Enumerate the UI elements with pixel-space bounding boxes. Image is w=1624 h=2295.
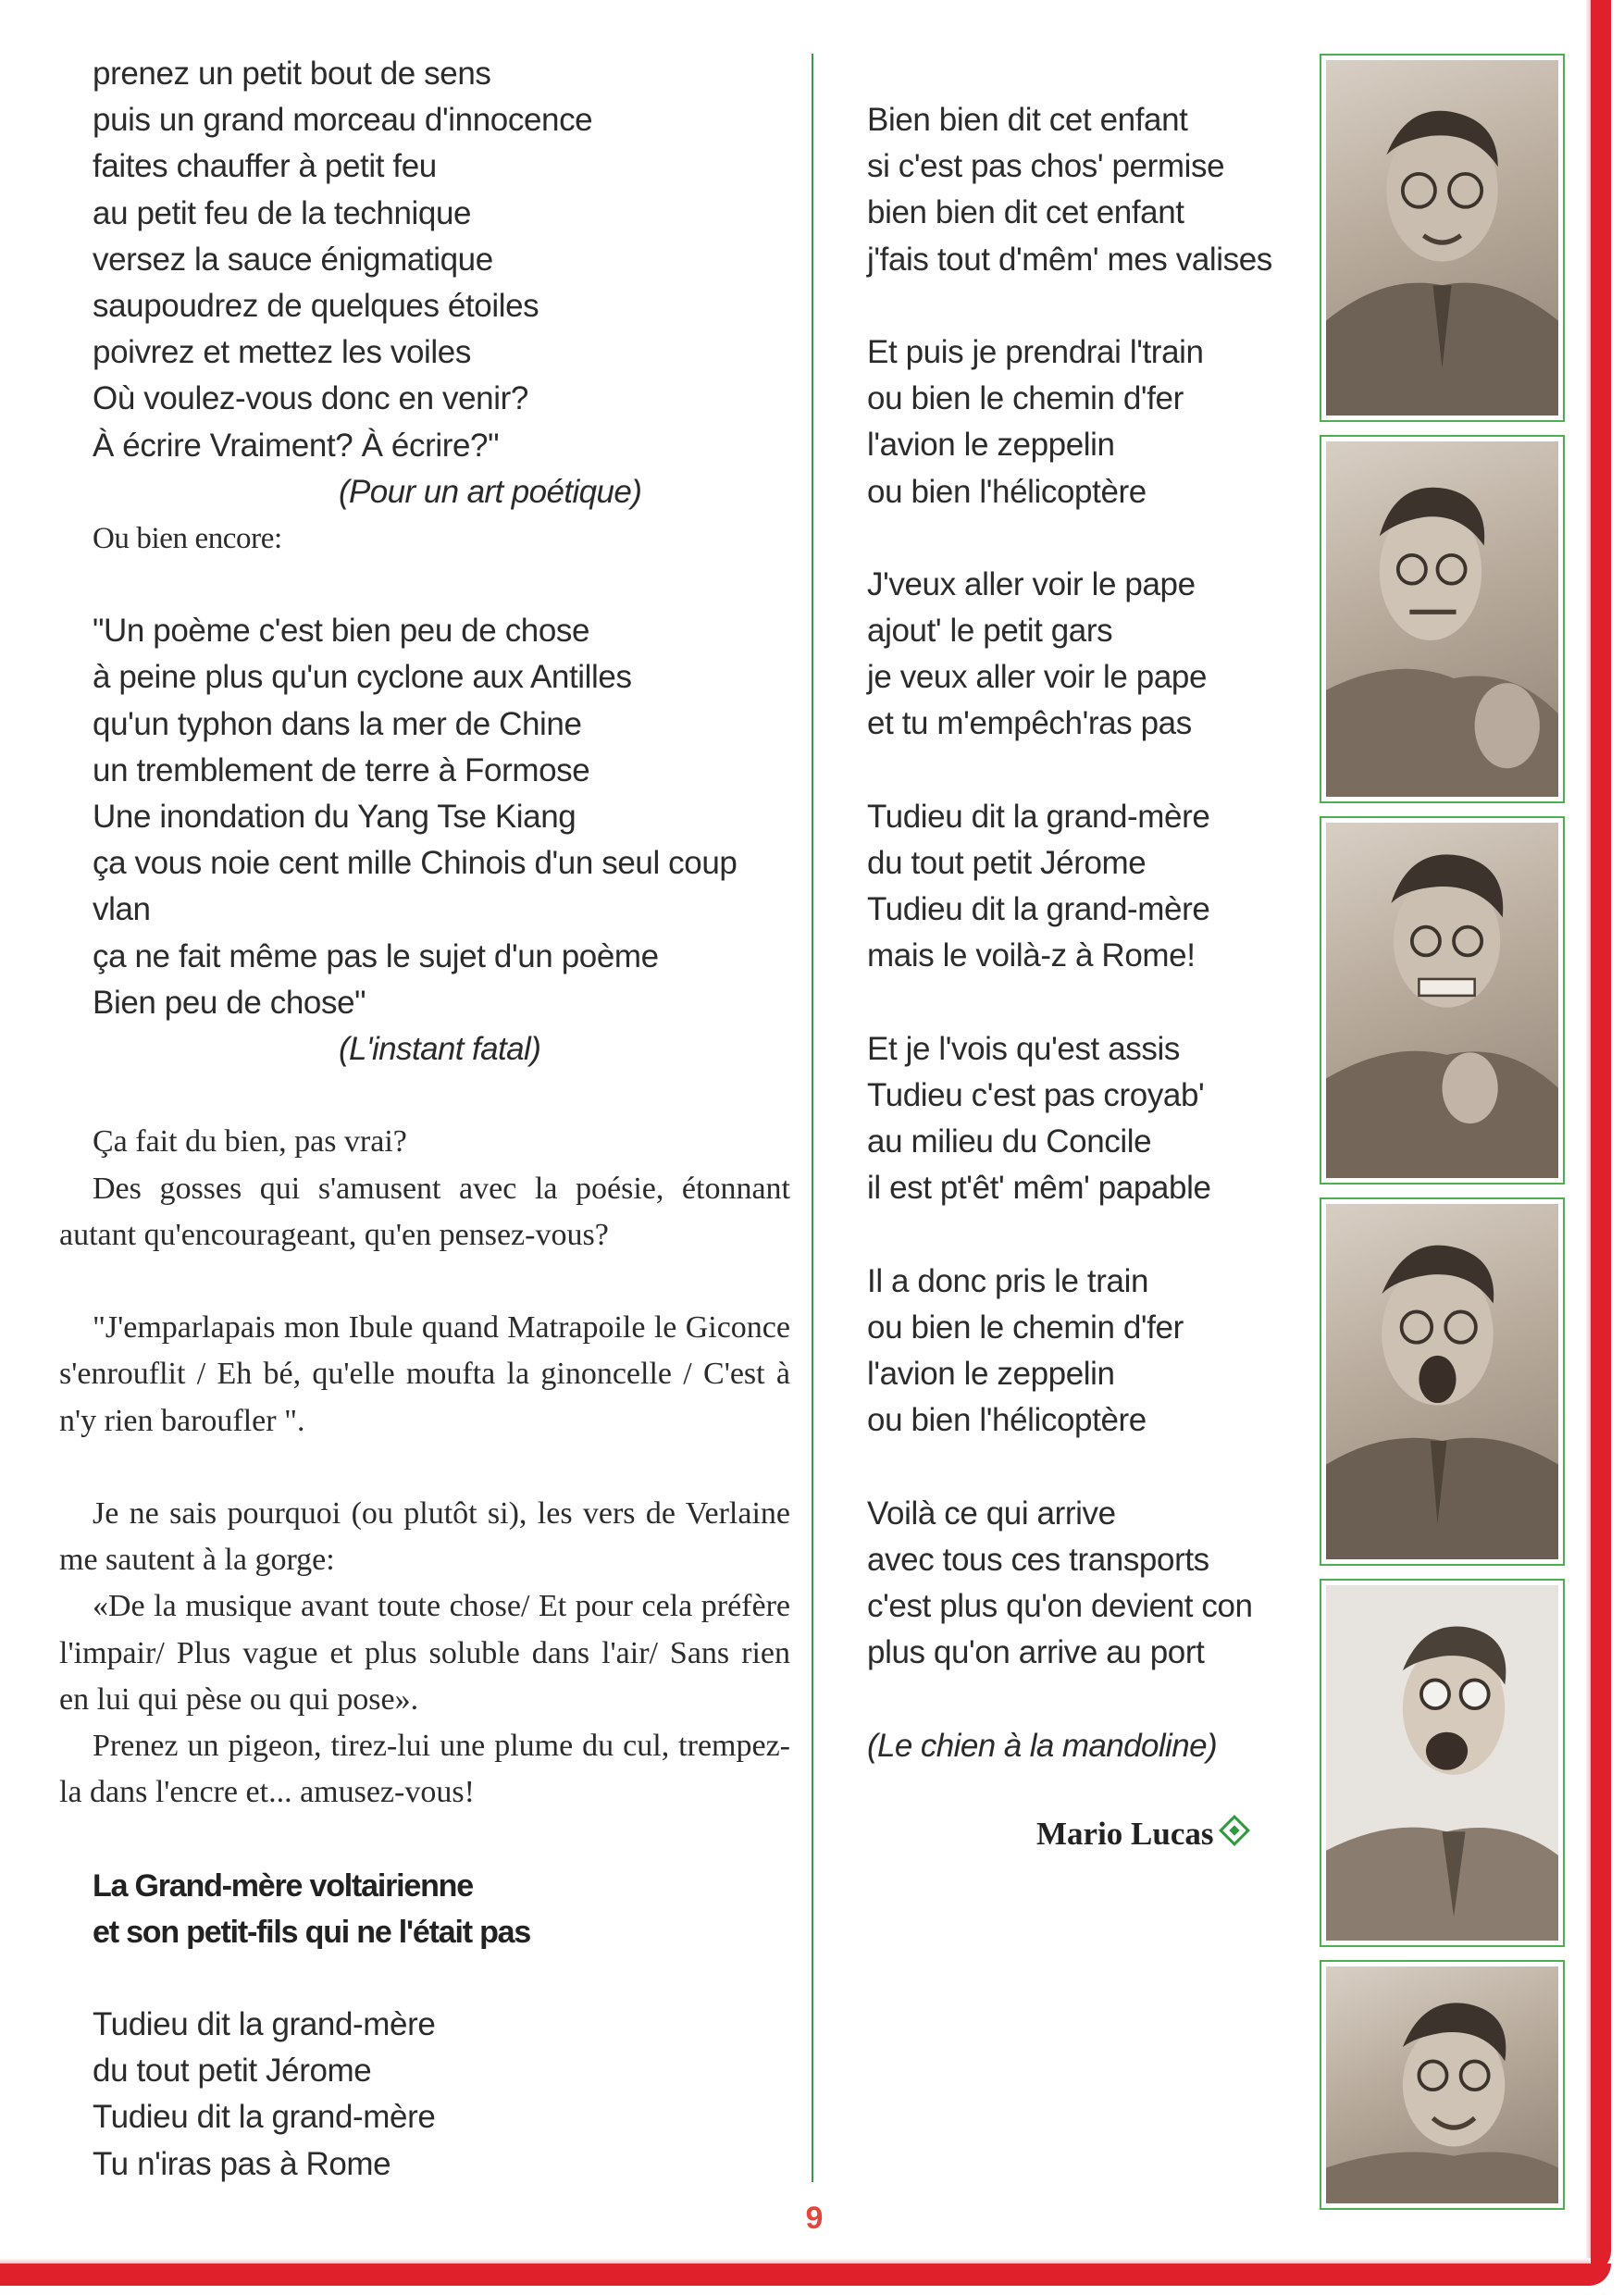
poem-line: au petit feu de la technique (93, 194, 472, 231)
poem-line: c'est plus qu'on devient con (867, 1588, 1253, 1624)
poem-line: Bien peu de chose" (93, 984, 366, 1021)
prose-block-3 (59, 1491, 790, 1816)
poem-source: (Pour un art poétique) (339, 473, 642, 510)
column-divider (812, 54, 813, 2182)
poem-line: Et puis je prendrai l'train (867, 333, 1204, 370)
poem-line: faites chauffer à petit feu (93, 148, 437, 185)
poem-title: La Grand-mère voltairienne (93, 1867, 473, 1904)
frame-bottom-shade (0, 2258, 1590, 2264)
poem-line: À écrire Vraiment? À écrire?" (93, 427, 500, 464)
transition-text: Ou bien encore: (93, 521, 282, 555)
frame-bottom-border (0, 2264, 1611, 2286)
prose-paragraph: Des gosses qui s'amusent avec la poésie, étonnant autant qu'encourageant, qu'en pensez-vous? (59, 1171, 790, 1252)
poem-line: et tu m'empêch'ras pas (867, 705, 1192, 742)
poem-line: du tout petit Jérome (867, 845, 1147, 881)
poem-line: un tremblement de terre à Formose (93, 751, 590, 788)
poem-line: Bien bien dit cet enfant (867, 102, 1188, 138)
poem-line: saupoudrez de quelques étoiles (93, 287, 539, 324)
stanza (867, 97, 1274, 283)
poem-line: ça ne fait même pas le sujet d'un poème (93, 937, 659, 974)
poem-line: avec tous ces transports (867, 1541, 1209, 1578)
portrait-photo-1-icon (1326, 60, 1558, 416)
prose-paragraph: Je ne sais pourquoi (ou plutôt si), les vers de Verlaine me sautent à la gorge: (59, 1495, 790, 1578)
poem-line: Tudieu dit la grand-mère (93, 2099, 436, 2136)
poem-line: ou bien le chemin d'fer (867, 1309, 1184, 1346)
poem-line: je veux aller voir le pape (867, 659, 1208, 696)
cyclone-poem (59, 608, 790, 1073)
poem-line: bien bien dit cet enfant (867, 194, 1184, 231)
poem-title: et son petit-fils qui ne l'était pas (93, 1914, 531, 1950)
poem-line: Il a donc pris le train (867, 1262, 1149, 1299)
portrait-photo-6-icon (1326, 1966, 1558, 2203)
author-signature (1036, 1816, 1246, 1853)
poem-line: versez la sauce énigmatique (93, 241, 493, 278)
poem-line: ou bien l'hélicoptère (867, 473, 1147, 510)
final-stanza (59, 2002, 790, 2188)
prose-paragraph: Ça fait du bien, pas vrai? (93, 1124, 407, 1160)
poem-line: ajout' le petit gars (867, 613, 1113, 650)
poem-line: au milieu du Concile (867, 1123, 1152, 1160)
poem-line: Voilà ce qui arrive (867, 1495, 1116, 1532)
poem-line: Tu n'iras pas à Rome (93, 2145, 391, 2182)
author-name: Mario Lucas (1036, 1816, 1214, 1852)
poem-line: vlan (93, 891, 151, 928)
portrait-photo (1320, 1579, 1565, 1947)
prose-paragraph: Prenez un pigeon, tirez-lui une plume du cul, trempez-la dans l'encre et... amusez-vous! (59, 1728, 790, 1810)
poem-line: j'fais tout d'mêm' mes valises (867, 241, 1272, 278)
poem-line: à peine plus qu'un cyclone aux Antilles (93, 659, 632, 696)
photo-strip (1320, 54, 1572, 2223)
poem-line: ou bien l'hélicoptère (867, 1402, 1147, 1439)
poem-line: ça vous noie cent mille Chinois d'un seul coup (93, 845, 738, 882)
poem-line: poivrez et mettez les voiles (93, 334, 471, 371)
poem-line: ou bien le chemin d'fer (867, 380, 1184, 417)
portrait-photo (1320, 435, 1565, 803)
poem-line: prenez un petit bout de sens (93, 56, 491, 92)
portrait-photo (1320, 1960, 1565, 2210)
poem-line: il est pt'êt' mêm' papable (867, 1170, 1211, 1207)
poem-line: Tudieu c'est pas croyab' (867, 1076, 1205, 1113)
poem-line: l'avion le zeppelin (867, 1356, 1115, 1393)
recipe-poem (59, 51, 790, 515)
portrait-photo-5-icon (1326, 1585, 1558, 1941)
page-number: 9 (805, 2201, 824, 2236)
prose-paragraph: "J'emparlapais mon Ibule quand Matrapoile le Giconce s'enrouflit / Eh bé, qu'elle moufta la ginoncelle / C'est à n'y rien baroufler ". (59, 1310, 790, 1438)
portrait-photo-4-icon (1326, 1204, 1558, 1559)
frame-right-shade (1585, 0, 1591, 2258)
poem-line: Tudieu dit la grand-mère (867, 891, 1210, 928)
portrait-photo-2-icon (1326, 441, 1558, 797)
poem-line: Tudieu dit la grand-mère (93, 2006, 436, 2043)
stanza (867, 1491, 1274, 1677)
stanza (867, 1259, 1274, 1445)
stanza (867, 329, 1274, 515)
poem-line: Tudieu dit la grand-mère (867, 798, 1210, 835)
poem-line: Une inondation du Yang Tse Kiang (93, 799, 576, 835)
poem-line: mais le voilà-z à Rome! (867, 937, 1196, 974)
stanza (867, 1026, 1274, 1212)
stanza (867, 794, 1274, 980)
prose-paragraph: «De la musique avant toute chose/ Et pour cela préfère l'impair/ Plus vague et plus soluble dans l'air/ Sans rien en lui qui pèse ou qui pose». (59, 1589, 790, 1717)
stanza (867, 562, 1274, 748)
poem-line: si c'est pas chos' permise (867, 148, 1225, 185)
poem-line: du tout petit Jérome (93, 2053, 372, 2090)
poem-source: (L'instant fatal) (339, 1030, 541, 1067)
prose-block-2 (59, 1305, 790, 1445)
portrait-photo-3-icon (1326, 823, 1558, 1178)
poem-line: puis un grand morceau d'innocence (93, 102, 593, 139)
portrait-photo (1320, 816, 1565, 1185)
poem-line: Où voulez-vous donc en venir? (93, 380, 528, 417)
poem-line: plus qu'on arrive au port (867, 1634, 1205, 1671)
poem-line: qu'un typhon dans la mer de Chine (93, 705, 582, 742)
poem-line: Et je l'vois qu'est assis (867, 1030, 1180, 1067)
left-column (59, 51, 790, 2188)
frame-right-border (1591, 0, 1611, 2272)
middle-column (867, 97, 1274, 1769)
portrait-photo (1320, 1197, 1565, 1566)
poem-line: l'avion le zeppelin (867, 427, 1115, 464)
poem-source: (Le chien à la mandoline) (867, 1727, 1218, 1764)
prose-block-1 (59, 1119, 790, 1259)
poem-line: J'veux aller voir le pape (867, 565, 1196, 602)
poem-line: "Un poème c'est bien peu de chose (93, 613, 590, 650)
portrait-photo (1320, 54, 1565, 422)
diamond-icon (1219, 1815, 1250, 1846)
